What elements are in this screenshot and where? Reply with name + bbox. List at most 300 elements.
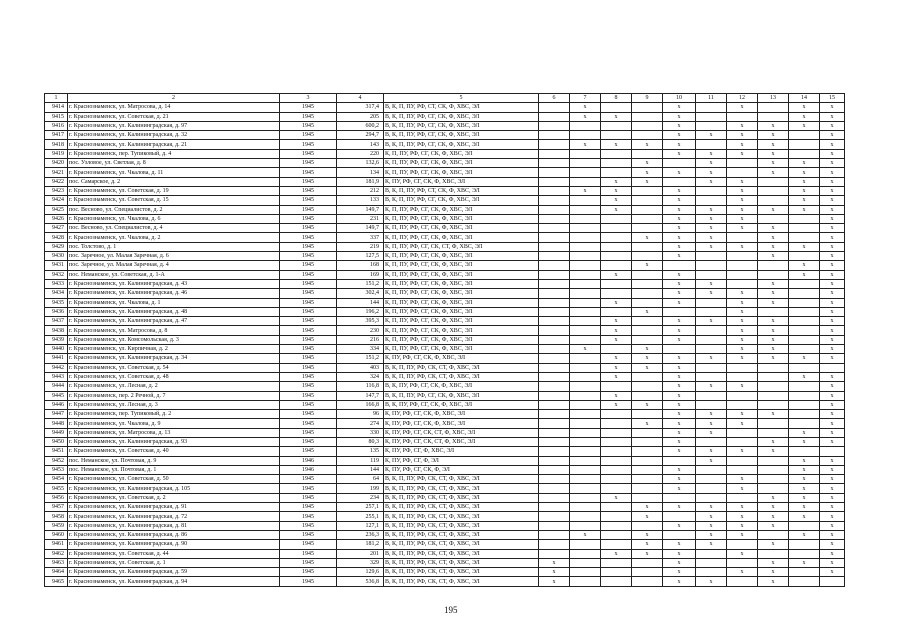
- mark-cell: [727, 372, 758, 381]
- mark-cell: x: [820, 456, 845, 465]
- mark-cell: [663, 307, 696, 316]
- mark-cell: [570, 484, 601, 493]
- row-id: 9448: [45, 419, 68, 428]
- mark-cell: [727, 437, 758, 446]
- row-id: 9449: [45, 428, 68, 437]
- mark-cell: [696, 475, 727, 484]
- row-id: 9459: [45, 521, 68, 530]
- mark-cell: [570, 326, 601, 335]
- mark-cell: x: [727, 121, 758, 130]
- row-id: 9445: [45, 391, 68, 400]
- mark-cell: [696, 196, 727, 205]
- mark-cell: x: [789, 168, 820, 177]
- mark-cell: x: [820, 437, 845, 446]
- table-row: [45, 112, 845, 121]
- row-id: 9443: [45, 372, 68, 381]
- mark-cell: [727, 252, 758, 261]
- systems-cell: В, К, П, ПУ, РФ, СК, СТ, Ф, ХВС, ЭЛ: [384, 475, 539, 484]
- row-id: 9420: [45, 159, 68, 168]
- mark-cell: [758, 465, 789, 474]
- address-cell: г. Краснознаменск, ул. Чкалова, д. 6: [68, 214, 280, 223]
- systems-cell: В, К, П, ПУ, РФ, СТ, СК, Ф, ХВС, ЭЛ: [384, 186, 539, 195]
- year-cell: 1945: [280, 577, 337, 586]
- mark-cell: x: [663, 465, 696, 474]
- mark-cell: [789, 140, 820, 149]
- mark-cell: x: [820, 475, 845, 484]
- mark-cell: [570, 419, 601, 428]
- mark-cell: x: [758, 447, 789, 456]
- year-cell: 1945: [280, 410, 337, 419]
- address-cell: пос. Толстово, д. 1: [68, 242, 280, 251]
- systems-cell: В, К, П, ПУ, РФ, СК, СТ, Ф, ХВС, ЭЛ: [384, 484, 539, 493]
- systems-cell: К, П, ПУ, РФ, СГ, СК, Ф, ХВС, ЭЛ: [384, 214, 539, 223]
- systems-cell: К, П, ПУ, РФ, СГ, СК, Ф, ХВС, ЭЛ: [384, 345, 539, 354]
- mark-cell: [539, 419, 570, 428]
- row-id: 9463: [45, 558, 68, 567]
- mark-cell: x: [758, 503, 789, 512]
- mark-cell: x: [663, 233, 696, 242]
- systems-cell: К, ПУ, РФ, СГ, СК, СТ, Ф, ХВС, ЭЛ: [384, 428, 539, 437]
- mark-cell: x: [727, 103, 758, 112]
- mark-cell: x: [820, 177, 845, 186]
- area-cell: 220: [337, 149, 384, 158]
- mark-cell: [663, 530, 696, 539]
- mark-cell: [601, 382, 632, 391]
- mark-cell: x: [758, 345, 789, 354]
- mark-cell: x: [758, 335, 789, 344]
- mark-cell: [539, 382, 570, 391]
- mark-cell: x: [601, 186, 632, 195]
- mark-cell: [570, 224, 601, 233]
- mark-cell: [570, 335, 601, 344]
- address-cell: г. Краснознаменск, ул. Калининградская, д. 48: [68, 307, 280, 316]
- mark-cell: [758, 177, 789, 186]
- mark-cell: x: [820, 279, 845, 288]
- area-cell: 129,6: [337, 568, 384, 577]
- mark-cell: [789, 419, 820, 428]
- mark-cell: x: [820, 103, 845, 112]
- mark-cell: [570, 121, 601, 130]
- mark-cell: x: [820, 354, 845, 363]
- address-cell: г. Краснознаменск, ул. Калининградская, д. 34: [68, 354, 280, 363]
- mark-cell: x: [663, 317, 696, 326]
- systems-cell: В, К, П, ПУ, РФ, СК, СТ, Ф, ХВС, ЭЛ: [384, 568, 539, 577]
- mark-cell: x: [601, 354, 632, 363]
- address-cell: пос. Неманское, ул. Почтовая, д. 9: [68, 456, 280, 465]
- area-cell: 168: [337, 261, 384, 270]
- systems-cell: К, ПУ, РФ, СГ, СК, Ф, ХВС, ЭЛ: [384, 419, 539, 428]
- mark-cell: x: [820, 419, 845, 428]
- area-cell: 257,1: [337, 503, 384, 512]
- area-cell: 255,1: [337, 512, 384, 521]
- row-id: 9429: [45, 242, 68, 251]
- mark-cell: [539, 103, 570, 112]
- column-header: 1: [45, 94, 68, 103]
- mark-cell: [789, 363, 820, 372]
- row-id: 9432: [45, 270, 68, 279]
- row-id: 9419: [45, 149, 68, 158]
- area-cell: 330: [337, 428, 384, 437]
- mark-cell: [727, 233, 758, 242]
- mark-cell: [539, 186, 570, 195]
- mark-cell: [758, 391, 789, 400]
- table-row: [45, 186, 845, 195]
- mark-cell: [570, 465, 601, 474]
- mark-cell: x: [820, 326, 845, 335]
- mark-cell: [632, 493, 663, 502]
- mark-cell: x: [820, 484, 845, 493]
- table-row: [45, 437, 845, 446]
- mark-cell: x: [789, 205, 820, 214]
- mark-cell: [632, 298, 663, 307]
- mark-cell: [632, 382, 663, 391]
- address-cell: г. Краснознаменск, ул. Калининградская, д. 105: [68, 484, 280, 493]
- systems-cell: К, П, ПУ, РФ, СГ, СК, Ф, ХВС, ЭЛ: [384, 149, 539, 158]
- mark-cell: x: [663, 326, 696, 335]
- mark-cell: [539, 437, 570, 446]
- mark-cell: x: [663, 214, 696, 223]
- mark-cell: [601, 447, 632, 456]
- row-id: 9447: [45, 410, 68, 419]
- row-id: 9438: [45, 326, 68, 335]
- table-row: [45, 307, 845, 316]
- systems-cell: В, К, П, ПУ, РФ, СГ, СК, Ф, ХВС, ЭЛ: [384, 140, 539, 149]
- area-cell: 132,6: [337, 159, 384, 168]
- mark-cell: [570, 493, 601, 502]
- column-header: 11: [696, 94, 727, 103]
- year-cell: 1945: [280, 382, 337, 391]
- address-cell: пос. Заречное, ул. Малая Заречная, д. 6: [68, 252, 280, 261]
- mark-cell: [601, 168, 632, 177]
- mark-cell: x: [820, 121, 845, 130]
- row-id: 9451: [45, 447, 68, 456]
- mark-cell: [601, 410, 632, 419]
- mark-cell: x: [727, 289, 758, 298]
- mark-cell: x: [696, 512, 727, 521]
- area-cell: 317,4: [337, 103, 384, 112]
- mark-cell: [601, 261, 632, 270]
- area-cell: 166,8: [337, 400, 384, 409]
- row-id: 9430: [45, 252, 68, 261]
- mark-cell: x: [663, 149, 696, 158]
- mark-cell: x: [632, 512, 663, 521]
- mark-cell: [539, 317, 570, 326]
- area-cell: 536,8: [337, 577, 384, 586]
- table-row: [45, 493, 845, 502]
- mark-cell: [789, 568, 820, 577]
- mark-cell: [632, 372, 663, 381]
- mark-cell: [539, 363, 570, 372]
- table-row: [45, 168, 845, 177]
- mark-cell: x: [696, 410, 727, 419]
- mark-cell: [601, 512, 632, 521]
- mark-cell: [601, 428, 632, 437]
- mark-cell: [758, 475, 789, 484]
- table-row: [45, 140, 845, 149]
- mark-cell: x: [820, 400, 845, 409]
- mark-cell: x: [820, 261, 845, 270]
- mark-cell: [539, 121, 570, 130]
- mark-cell: x: [789, 270, 820, 279]
- mark-cell: [570, 540, 601, 549]
- mark-cell: x: [789, 428, 820, 437]
- address-cell: г. Краснознаменск, ул. Матросова, д. 14: [68, 103, 280, 112]
- mark-cell: [570, 447, 601, 456]
- row-id: 9418: [45, 140, 68, 149]
- address-cell: г. Краснознаменск, ул. Калининградская, д. 90: [68, 540, 280, 549]
- mark-cell: [758, 307, 789, 316]
- mark-cell: x: [758, 558, 789, 567]
- table-row: [45, 372, 845, 381]
- year-cell: 1945: [280, 345, 337, 354]
- address-cell: г. Краснознаменск, ул. Калининградская, д. 81: [68, 521, 280, 530]
- mark-cell: x: [570, 112, 601, 121]
- mark-cell: x: [632, 363, 663, 372]
- column-header: 8: [601, 94, 632, 103]
- mark-cell: x: [663, 391, 696, 400]
- mark-cell: [632, 196, 663, 205]
- mark-cell: x: [663, 289, 696, 298]
- mark-cell: [570, 363, 601, 372]
- mark-cell: x: [758, 279, 789, 288]
- mark-cell: x: [727, 484, 758, 493]
- mark-cell: x: [820, 391, 845, 400]
- mark-cell: [727, 558, 758, 567]
- mark-cell: x: [632, 159, 663, 168]
- area-cell: 337: [337, 233, 384, 242]
- mark-cell: x: [727, 475, 758, 484]
- systems-cell: В, К, П, ПУ, РФ, СК, СТ, Ф, ХВС, ЭЛ: [384, 493, 539, 502]
- table-row: [45, 558, 845, 567]
- table-row: [45, 159, 845, 168]
- mark-cell: [632, 326, 663, 335]
- mark-cell: [570, 177, 601, 186]
- row-id: 9416: [45, 121, 68, 130]
- mark-cell: x: [663, 279, 696, 288]
- mark-cell: [758, 372, 789, 381]
- mark-cell: [820, 363, 845, 372]
- mark-cell: x: [663, 270, 696, 279]
- mark-cell: [789, 400, 820, 409]
- mark-cell: x: [820, 298, 845, 307]
- mark-cell: x: [663, 205, 696, 214]
- mark-cell: x: [820, 493, 845, 502]
- year-cell: 1945: [280, 568, 337, 577]
- area-cell: 144: [337, 298, 384, 307]
- address-cell: г. Краснознаменск, ул. Чкалова, д. 2: [68, 233, 280, 242]
- mark-cell: x: [820, 317, 845, 326]
- mark-cell: x: [663, 549, 696, 558]
- mark-cell: x: [696, 149, 727, 158]
- table-row: [45, 131, 845, 140]
- systems-cell: К, П, ПУ, РФ, СГ, СК, Ф, ХВС, ЭЛ: [384, 224, 539, 233]
- mark-cell: [601, 577, 632, 586]
- mark-cell: x: [820, 140, 845, 149]
- table-row: [45, 428, 845, 437]
- mark-cell: x: [789, 530, 820, 539]
- area-cell: 151,2: [337, 279, 384, 288]
- mark-cell: [727, 400, 758, 409]
- row-id: 9457: [45, 503, 68, 512]
- mark-cell: [727, 168, 758, 177]
- column-header: 2: [68, 94, 280, 103]
- mark-cell: [663, 512, 696, 521]
- mark-cell: [789, 391, 820, 400]
- mark-cell: [696, 261, 727, 270]
- mark-cell: x: [727, 214, 758, 223]
- row-id: 9454: [45, 475, 68, 484]
- mark-cell: [632, 242, 663, 251]
- mark-cell: x: [758, 317, 789, 326]
- mark-cell: [632, 335, 663, 344]
- mark-cell: x: [820, 382, 845, 391]
- mark-cell: [789, 521, 820, 530]
- mark-cell: x: [758, 493, 789, 502]
- mark-cell: x: [789, 512, 820, 521]
- row-id: 9453: [45, 465, 68, 474]
- systems-cell: К, П, ПУ, РФ, СГ, СК, Ф, ХВС, ЭЛ: [384, 289, 539, 298]
- mark-cell: x: [601, 112, 632, 121]
- mark-cell: x: [789, 493, 820, 502]
- table-row: [45, 298, 845, 307]
- mark-cell: [789, 307, 820, 316]
- mark-cell: x: [789, 475, 820, 484]
- address-cell: г. Краснознаменск, ул. Советская, д. 44: [68, 549, 280, 558]
- area-cell: 212: [337, 186, 384, 195]
- systems-cell: В, К, ПУ, РФ, СГ, СК, Ф, ХВС, ЭЛ: [384, 382, 539, 391]
- systems-cell: К, ПУ, РФ, СГ, Ф, ЭЛ: [384, 456, 539, 465]
- table-row: [45, 391, 845, 400]
- mark-cell: [601, 540, 632, 549]
- mark-cell: [758, 484, 789, 493]
- systems-cell: К, П, ПУ, РФ, СГ, СК, Ф, ХВС, ЭЛ: [384, 168, 539, 177]
- mark-cell: x: [727, 131, 758, 140]
- mark-cell: [632, 252, 663, 261]
- mark-cell: x: [696, 540, 727, 549]
- year-cell: 1945: [280, 159, 337, 168]
- year-cell: 1945: [280, 103, 337, 112]
- mark-cell: x: [663, 437, 696, 446]
- table-row: [45, 419, 845, 428]
- mark-cell: [696, 363, 727, 372]
- mark-cell: [570, 382, 601, 391]
- mark-cell: x: [789, 456, 820, 465]
- table-row: [45, 484, 845, 493]
- table-row: [45, 205, 845, 214]
- mark-cell: [570, 577, 601, 586]
- mark-cell: [632, 447, 663, 456]
- address-cell: пос. Заречное, ул. Малая Заречная, д. 4: [68, 261, 280, 270]
- mark-cell: [570, 456, 601, 465]
- mark-cell: x: [820, 242, 845, 251]
- mark-cell: x: [663, 224, 696, 233]
- mark-cell: x: [696, 177, 727, 186]
- mark-cell: [539, 289, 570, 298]
- table-row: [45, 475, 845, 484]
- area-cell: 119: [337, 456, 384, 465]
- mark-cell: [601, 103, 632, 112]
- row-id: 9423: [45, 186, 68, 195]
- year-cell: 1945: [280, 224, 337, 233]
- mark-cell: x: [789, 484, 820, 493]
- area-cell: 199: [337, 484, 384, 493]
- year-cell: 1945: [280, 503, 337, 512]
- area-cell: 64: [337, 475, 384, 484]
- mark-cell: [663, 159, 696, 168]
- mark-cell: x: [632, 400, 663, 409]
- area-cell: 294,7: [337, 131, 384, 140]
- mark-cell: x: [663, 503, 696, 512]
- year-cell: 1945: [280, 186, 337, 195]
- mark-cell: x: [820, 428, 845, 437]
- area-cell: 143: [337, 140, 384, 149]
- year-cell: 1945: [280, 196, 337, 205]
- address-cell: г. Краснознаменск, ул. Чкалова, д. 9: [68, 419, 280, 428]
- mark-cell: x: [696, 168, 727, 177]
- mark-cell: [539, 326, 570, 335]
- address-cell: г. Краснознаменск, ул. Калининградская, д. 97: [68, 121, 280, 130]
- table-row: [45, 279, 845, 288]
- mark-cell: [696, 549, 727, 558]
- year-cell: 1945: [280, 242, 337, 251]
- mark-cell: x: [632, 177, 663, 186]
- mark-cell: [570, 428, 601, 437]
- mark-cell: [570, 168, 601, 177]
- mark-cell: x: [663, 186, 696, 195]
- table-row: [45, 382, 845, 391]
- address-cell: г. Краснознаменск, ул. Советская, д. 50: [68, 475, 280, 484]
- mark-cell: [570, 214, 601, 223]
- mark-cell: x: [570, 530, 601, 539]
- mark-cell: x: [820, 149, 845, 158]
- mark-cell: x: [789, 103, 820, 112]
- mark-cell: [727, 159, 758, 168]
- mark-cell: x: [663, 428, 696, 437]
- address-cell: г. Краснознаменск, ул. Калининградская, д. 72: [68, 512, 280, 521]
- systems-cell: К, П, ПУ, РФ, СГ, СК, Ф, ХВС, ЭЛ: [384, 270, 539, 279]
- mark-cell: x: [696, 503, 727, 512]
- address-cell: г. Краснознаменск, ул. Калининградская, д. 43: [68, 279, 280, 288]
- mark-cell: [727, 456, 758, 465]
- mark-cell: [663, 493, 696, 502]
- table-row: [45, 549, 845, 558]
- area-cell: 216: [337, 335, 384, 344]
- table-row: [45, 447, 845, 456]
- systems-cell: В, К, П, ПУ, РФ, СК, СТ, Ф, ХВС, ЭЛ: [384, 503, 539, 512]
- mark-cell: [727, 112, 758, 121]
- year-cell: 1945: [280, 363, 337, 372]
- mark-cell: x: [820, 205, 845, 214]
- mark-cell: x: [663, 298, 696, 307]
- mark-cell: x: [727, 447, 758, 456]
- mark-cell: [539, 475, 570, 484]
- mark-cell: x: [727, 307, 758, 316]
- mark-cell: x: [727, 530, 758, 539]
- row-id: 9435: [45, 298, 68, 307]
- area-cell: 395,3: [337, 317, 384, 326]
- mark-cell: [601, 279, 632, 288]
- mark-cell: [758, 382, 789, 391]
- mark-cell: x: [663, 447, 696, 456]
- mark-cell: [601, 475, 632, 484]
- table-row: [45, 270, 845, 279]
- row-id: 9437: [45, 317, 68, 326]
- mark-cell: x: [696, 242, 727, 251]
- address-cell: г. Краснознаменск, ул. Калининградская, д. 47: [68, 317, 280, 326]
- systems-cell: В, К, П, ПУ, РФ, СК, СТ, Ф, ХВС, ЭЛ: [384, 372, 539, 381]
- mark-cell: x: [601, 335, 632, 344]
- mark-cell: [570, 410, 601, 419]
